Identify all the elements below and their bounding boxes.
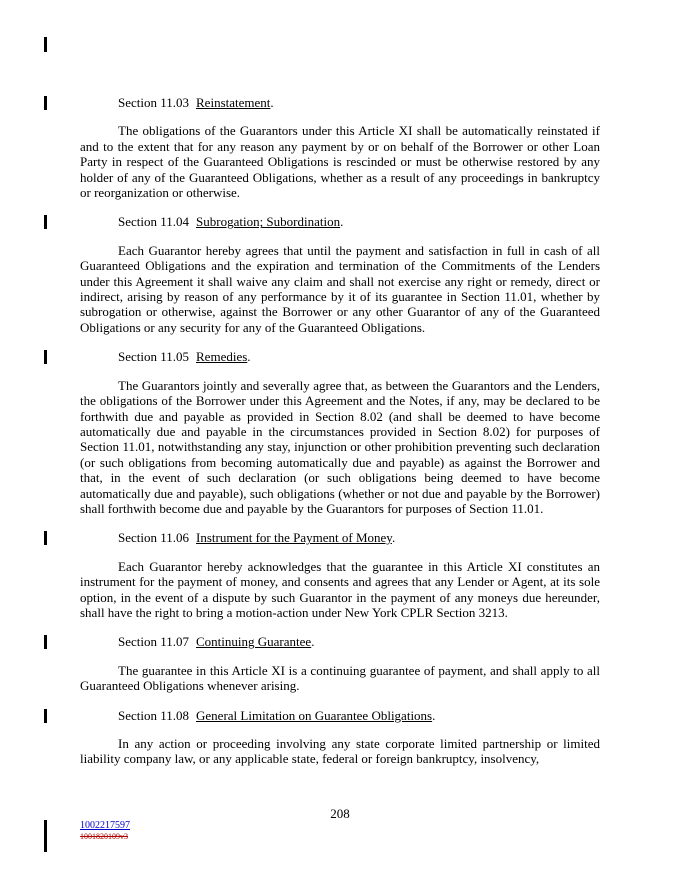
- section-title: General Limitation on Guarantee Obligations: [196, 707, 433, 723]
- section-number: Section 11.03: [118, 95, 190, 110]
- change-bar: [44, 350, 47, 364]
- document-section: [80, 708, 600, 767]
- section-heading: [80, 708, 600, 723]
- change-bar: [44, 820, 47, 852]
- section-suffix: .: [247, 349, 251, 365]
- section-suffix: .: [340, 214, 344, 230]
- doc-id-link[interactable]: 1002217597: [80, 820, 130, 831]
- page-number: 208: [330, 806, 350, 821]
- document-section: [80, 214, 600, 335]
- section-title: Remedies: [196, 349, 248, 365]
- document-section: [80, 349, 600, 516]
- doc-id-old-strikethrough: 1001820109v3: [80, 831, 128, 841]
- change-bar: [44, 635, 47, 649]
- section-heading: [80, 634, 600, 649]
- document-section: [80, 530, 600, 620]
- section-title: Reinstatement: [196, 95, 271, 110]
- section-heading: [80, 95, 600, 110]
- sections-container: [80, 95, 600, 767]
- section-suffix: .: [432, 707, 436, 723]
- paragraph: The guarantee in this Article XI is a continuing guarantee of payment, and shall apply to all Guaranteed Obligations whenever arising.: [80, 662, 600, 694]
- document-id-block: [80, 820, 130, 841]
- section-heading: [80, 349, 600, 364]
- section-suffix: .: [311, 634, 315, 650]
- paragraph: The obligations of the Guarantors under this Article XI shall be automatically reinstated if and to the extent that for any reason any payment by or on behalf of the Borrower or other Loan Party in respect of the Guaranteed Obligations is rescinded or must be otherwise restored by any holder of any of the Guaranteed Obligations, whether as a result of any proceedings in bankruptcy or reorganization or otherwise.: [80, 123, 600, 201]
- paragraph: The Guarantors jointly and severally agree that, as between the Guarantors and the Lenders, the obligations of the Borrower under this Agreement and the Notes, if any, may be declared to be forthwith due and payable as provided in Section 8.02 (and shall be deemed to have become automatically due and payable in the circumstances provided in Section 8.02) for purposes of Section 11.01, notwithstanding any stay, injunction or other prohibition preventing such declaration (or such obligations from becoming automatically due and payable) as against the Borrower and that, in the event of such declaration (or such obligations being deemed to have become automatically due and payable), such obligations (whether or not due and payable by the Borrower) shall forthwith become due and payable by the Guarantors for purposes of Section 11.01.: [80, 377, 600, 516]
- section-number: Section 11.04: [118, 214, 190, 230]
- section-number: Section 11.08: [118, 707, 190, 723]
- section-number: Section 11.07: [118, 634, 190, 650]
- section-suffix: .: [270, 95, 274, 110]
- paragraph: Each Guarantor hereby acknowledges that the guarantee in this Article XI constitutes an instrument for the payment of money, and consents and agrees that any Lender or Agent, at its sole option, in the event of a dispute by such Guarantor in the payment of any moneys due hereunder, shall have the right to bring a motion-action under New York CPLR Section 3213.: [80, 558, 600, 620]
- section-number: Section 11.06: [118, 530, 190, 546]
- document-section: [80, 95, 600, 200]
- section-suffix: .: [391, 530, 396, 546]
- paragraph: In any action or proceeding involving any state corporate limited partnership or limited liability company law, or any applicable state, federal or foreign bankruptcy, insolvency,: [80, 736, 600, 767]
- section-title: Subrogation; Subordination: [196, 214, 341, 230]
- change-bar: [44, 96, 47, 110]
- section-heading: [80, 530, 600, 545]
- section-title: Continuing Guarantee: [196, 634, 312, 650]
- change-bar: [44, 531, 47, 545]
- change-bar: [44, 709, 47, 723]
- change-bar: [44, 215, 47, 229]
- section-title: Instrument for the Payment of Money: [196, 530, 392, 546]
- section-number: Section 11.05: [118, 349, 190, 365]
- section-heading: [80, 214, 600, 229]
- change-bar: [44, 37, 47, 52]
- document-section: [80, 634, 600, 693]
- paragraph: Each Guarantor hereby agrees that until the payment and satisfaction in full in cash of all Guaranteed Obligations and the expiration and termination of the Commitments of the Lenders under this Agreement it shall waive any claim and shall not exercise any right or remedy, direct or indirect, arising by reason of any performance by it of its guarantee in Section 11.01, whether by subrogation or otherwise, against the Borrower or any other Guarantor of any of the Guaranteed Obligations or any security for any of the Guaranteed Obligations.: [80, 242, 600, 335]
